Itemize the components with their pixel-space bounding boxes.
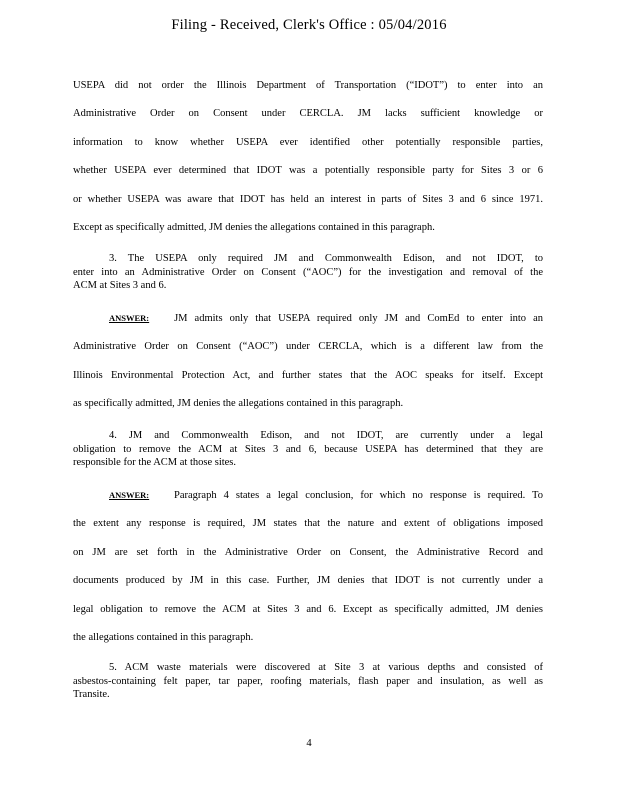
text-line: 3. The USEPA only required JM and Commonwealth Edison, and not IDOT, to — [109, 253, 543, 264]
text-line: responsible for the ACM at those sites. — [73, 457, 237, 468]
text-line: Except as specifically admitted, JM denies the allegations contained in this paragraph. — [73, 222, 435, 234]
filing-stamp-header: Filing - Received, Clerk's Office : 05/04/2016 — [171, 17, 447, 33]
text-line: enter into an Administrative Order on Consent (“AOC”) for the investigation and removal of the — [73, 266, 543, 278]
text-line — [73, 304, 543, 333]
text-line: obligation to remove the ACM at Sites 3 and 6, because USEPA has determined that they are — [73, 443, 543, 455]
text-line: legal obligation to remove the ACM at Sites 3 and 6. Except as specifically admitted, JM denies — [73, 603, 543, 615]
answer-first-line: Paragraph 4 states a legal conclusion, for which no response is required. To — [174, 490, 543, 501]
text-line: Administrative Order on Consent (“AOC”) under CERCLA, which is a different law from the — [73, 341, 543, 353]
answer-4 — [73, 481, 543, 652]
answer-3 — [73, 304, 543, 419]
text-line: on JM are set forth in the Administrative Order on Consent, the Administrative Record and — [73, 546, 543, 558]
complaint-paragraph-5 — [73, 661, 543, 702]
answer-continuation — [73, 72, 543, 242]
text-line: Administrative Order on Consent under CERCLA. JM lacks sufficient knowledge or — [73, 108, 543, 120]
answer-label: ANSWER: — [109, 313, 150, 323]
text-line: Transite. — [73, 689, 110, 700]
page-number: 4 — [306, 738, 312, 749]
text-line — [73, 481, 543, 510]
answer-first-line: JM admits only that USEPA required only JM and ComEd to enter into an — [174, 313, 544, 324]
text-line: as specifically admitted, JM denies the allegations contained in this paragraph. — [73, 398, 404, 410]
text-line: whether USEPA ever determined that IDOT was a potentially responsible party for Sites 3 or 6 — [73, 165, 543, 177]
text-line: or whether USEPA was aware that IDOT has held an interest in parts of Sites 3 and 6 since 1971. — [73, 193, 543, 205]
complaint-paragraph-3 — [73, 252, 543, 293]
text-line: the extent any response is required, JM states that the nature and extent of obligations imposed — [73, 518, 543, 530]
text-line: ACM at Sites 3 and 6. — [73, 280, 167, 291]
text-line: 4. JM and Commonwealth Edison, and not IDOT, are currently under a legal — [109, 430, 543, 441]
text-line: documents produced by JM in this case. Further, JM denies that IDOT is not currently under a — [73, 575, 543, 587]
text-line: 5. ACM waste materials were discovered at Site 3 at various depths and consisted of — [109, 662, 543, 673]
complaint-paragraph-4 — [73, 429, 543, 470]
text-line: USEPA did not order the Illinois Department of Transportation (“IDOT”) to enter into an — [73, 80, 543, 91]
text-line: Illinois Environmental Protection Act, and further states that the AOC speaks for itself. Except — [73, 369, 543, 381]
text-line: asbestos-containing felt paper, tar paper, roofing materials, flash paper and insulation, as well as — [73, 675, 543, 687]
text-line: information to know whether USEPA ever identified other potentially responsible parties, — [73, 136, 543, 148]
text-line: the allegations contained in this paragraph. — [73, 632, 254, 644]
answer-label: ANSWER: — [109, 490, 150, 500]
